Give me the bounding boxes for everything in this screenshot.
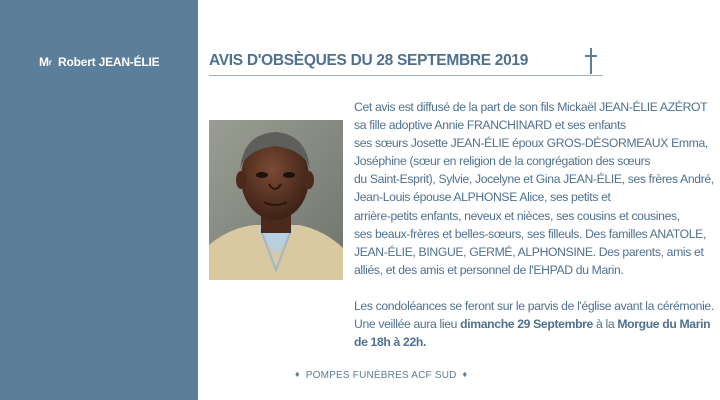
vigil-prefix: Une veillée aura lieu [354, 317, 461, 332]
latin-cross-icon [583, 48, 599, 74]
obituary-notice [354, 98, 714, 351]
condolences-line: Les condoléances se feront sur le parvis de l'église avant la cérémonie. [354, 298, 714, 313]
honorific-sup: r [48, 58, 52, 67]
vigil-place: Morgue du Marin [617, 317, 711, 332]
vigil-middle: à la [593, 317, 618, 332]
diamond-ornament-icon: ♦ [295, 369, 300, 379]
vigil-day: dimanche 29 Septembre [460, 317, 593, 332]
notice-line: alliés, et des amis et personnel de l'EHPAD du Marin. [354, 262, 624, 277]
notice-line: ses sœurs Josette JEAN-ÉLIE époux GROS-DÉSORMEAUX Emma, [354, 136, 708, 151]
notice-line: Cet avis est diffusé de la part de son fils Mickaël JEAN-ÉLIE AZÉROT [354, 100, 708, 114]
title-underline [209, 75, 603, 76]
honorific: M [39, 55, 49, 69]
funeral-home-footer [289, 370, 473, 381]
vigil-line [354, 315, 711, 333]
notice-line: Jean-Louis épouse ALPHONSE Alice, ses petits et [354, 190, 611, 205]
notice-line: du Saint-Esprit), Sylvie, Jocelyne et Gina JEAN-ÉLIE, ses frères André, [354, 172, 714, 187]
notice-line: arrière-petits enfants, neveux et nièces, ses cousins et cousines, [354, 208, 680, 223]
page-title: AVIS D'OBSÈQUES DU 28 SEPTEMBRE 2019 [209, 52, 529, 69]
notice-line: ses beaux-frères et belles-sœurs, ses filleuls. Des familles ANATOLE, [354, 226, 706, 241]
deceased-fullname: Robert JEAN-ÉLIE [58, 55, 160, 69]
notice-line: JEAN-ÉLIE, BINGUE, GERMÉ, ALPHONSINE. Des parents, amis et [354, 244, 704, 259]
portrait-photo [209, 120, 343, 280]
diamond-ornament-icon: ♦ [462, 369, 468, 379]
vigil-time-line [354, 333, 694, 351]
deceased-name [39, 55, 159, 69]
vigil-time: de 18h à 22h. [354, 335, 426, 350]
notice-line: Joséphine (sœur en religion de la congrégation des sœurs [354, 154, 651, 169]
funeral-home-name: POMPES FUNÈBRES ACF SUD [305, 370, 457, 381]
notice-line: sa fille adoptive Annie FRANCHINARD et ses enfants [354, 118, 626, 133]
sidebar-panel [0, 0, 198, 400]
